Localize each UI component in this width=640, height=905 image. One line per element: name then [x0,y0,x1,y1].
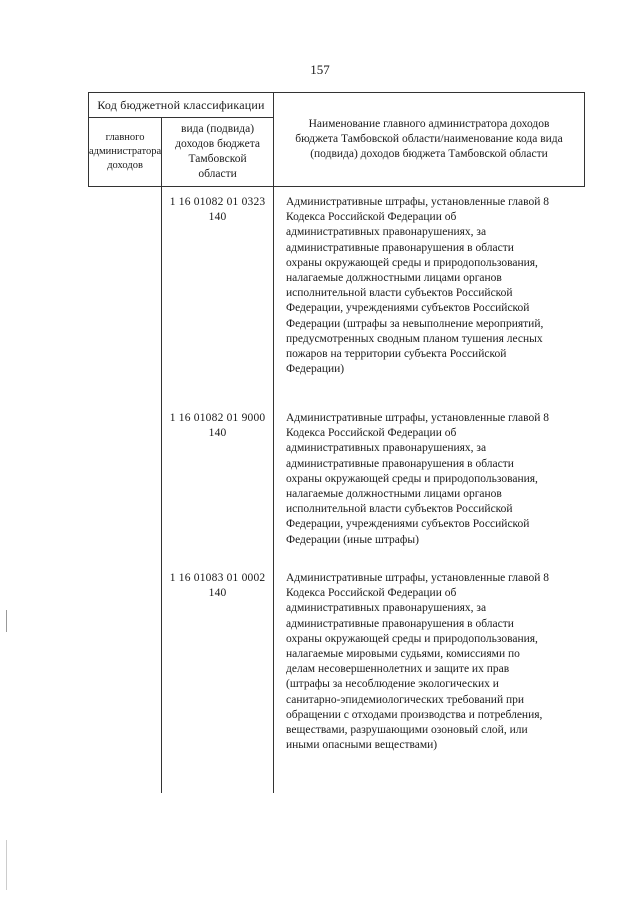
income-name-cell [274,403,585,563]
income-name-text: Административные штрафы, установленные главой 8 Кодекса Российской Федерации об административных правонарушениях, за административные правонарушения в области охраны окружающей среды и природопользования, налагаемые должностными лицами органов исполнительной власти субъектов Российской Федерации, учреждениями субъектов Российской Федерации (штрафы за невыполнение мероприятий, предусмотренных сводным планом тушения лесных пожаров на территории субъекта Российской Федерации) [286,196,550,376]
income-code-cell: 1 16 01082 01 0323 140 [162,187,274,404]
admin-code-cell [89,187,162,404]
income-code-cell: 1 16 01082 01 9000 140 [162,403,274,563]
header-name-column: Наименование главного администратора доходов бюджета Тамбовской области/наименование кода вида (подвида) доходов бюджета Тамбовской области [274,93,585,187]
income-name-text: Административные штрафы, установленные главой 8 Кодекса Российской Федерации об административных правонарушениях, за административные правонарушения в области охраны окружающей среды и природопользования, налагаемые должностными лицами органов исполнительной власти субъектов Российской Федерации, учреждениями субъектов Российской Федерации (иные штрафы) [286,412,550,546]
scan-margin-mark [6,610,7,632]
table-row [89,403,585,563]
table-row [89,187,585,404]
scan-margin-mark [6,840,7,890]
header-budget-classification-code: Код бюджетной классификации [89,93,274,118]
income-name-text: Административные штрафы, установленные главой 8 Кодекса Российской Федерации об административных правонарушениях, за административные правонарушения в области охраны окружающей среды и природопользования, налагаемые мировыми судьями, комиссиями по делам несовершеннолетних и защите их прав (штрафы за несоблюдение экологических и санитарно-эпидемиологических требований при обращении с отходами производства и потребления, веществами, разрушающими озоновый слой, или иными опасными веществами) [286,572,550,752]
table-header-row [89,93,585,118]
admin-code-cell [89,403,162,563]
header-admin-column: главного администратора доходов [89,118,162,187]
header-kind-column: вида (подвида) доходов бюджета Тамбовской области [162,118,274,187]
budget-classification-table [88,92,585,793]
table-row [89,563,585,793]
admin-code-cell [89,563,162,793]
income-name-cell [274,187,585,404]
page-number: 157 [310,62,330,77]
income-name-cell [274,563,585,793]
income-code-cell: 1 16 01083 01 0002 140 [162,563,274,793]
